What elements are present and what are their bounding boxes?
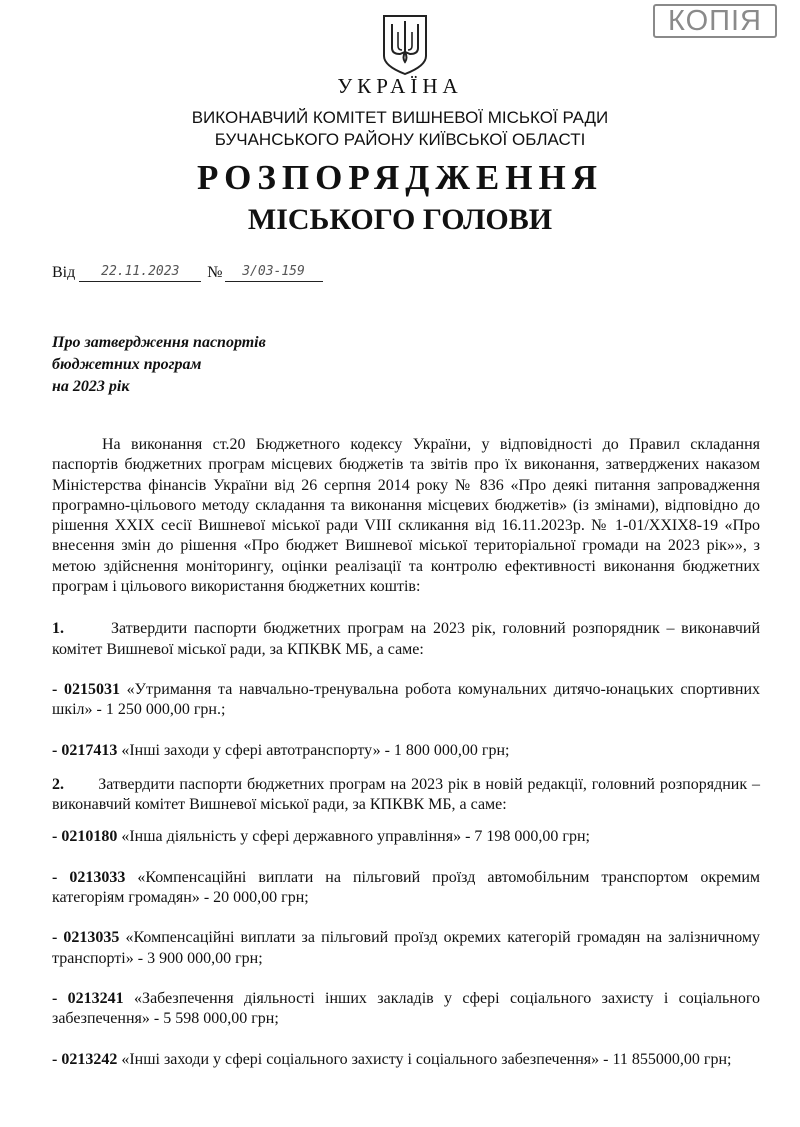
section2-number: 2.	[52, 775, 64, 793]
item-code: - 0217413	[52, 741, 118, 759]
item-text: «Компенсаційні виплати на пільговий проїзд автомобільним транспортом окремим категоріям громадян» - 20 000,00 грн;	[52, 868, 761, 907]
item-text: «Інші заходи у сфері соціального захисту і соціального забезпечення» - 11 855000,00 грн;	[121, 1050, 732, 1068]
date-label: Від	[52, 264, 76, 281]
document-body	[52, 435, 760, 1070]
item-text: «Утримання та навчально-тренувальна робота комунальних дитячо-юнацьких спортивних шкіл» - 1 250 000,00 грн.;	[52, 680, 761, 719]
subject-line2: бюджетних програм	[52, 356, 202, 373]
number-value: 3/03-159	[225, 263, 323, 282]
copy-stamp: КОПІЯ	[653, 4, 777, 38]
list-item	[52, 989, 760, 1030]
org-name-line2: БУЧАНСЬКОГО РАЙОНУ КИЇВСЬКОЇ ОБЛАСТІ	[214, 130, 586, 149]
subject-line1: Про затвердження паспортів	[52, 334, 266, 351]
item-code: - 0213242	[52, 1050, 118, 1068]
item-code: - 0213241	[52, 989, 124, 1007]
section1-paragraph	[52, 619, 760, 660]
list-item	[52, 928, 760, 969]
trident-emblem-icon	[380, 12, 430, 76]
document-subtitle: МІСЬКОГО ГОЛОВИ	[247, 203, 553, 236]
item-code: - 0215031	[52, 680, 120, 698]
item-code: - 0213035	[52, 929, 120, 947]
list-item	[52, 1050, 760, 1070]
section2-text: Затвердити паспорти бюджетних програм на 2023 рік в новій редакції, головний розпорядник – виконавчий комітет Вишневої міської ради, за КПКВК МБ, а саме:	[52, 775, 761, 814]
item-code: - 0213033	[52, 868, 126, 886]
list-item	[52, 680, 760, 721]
section1-number: 1.	[52, 620, 64, 638]
section1-text: Затвердити паспорти бюджетних програм на 2023 рік, головний розпорядник – виконавчий комітет Вишневої міської ради, за КПКВК МБ, а саме:	[52, 620, 761, 658]
item-code: - 0210180	[52, 828, 118, 846]
item-text: «Компенсаційні виплати за пільговий проїзд окремих категорій громадян на залізничному транспорті» - 3 900 000,00 грн;	[52, 929, 761, 967]
subject-block	[52, 332, 266, 398]
list-item	[52, 741, 760, 761]
country-name: УКРАЇНА	[337, 74, 463, 98]
number-label: №	[207, 264, 223, 281]
section2-paragraph	[52, 775, 760, 816]
intro-paragraph: На виконання ст.20 Бюджетного кодексу України, у відповідності до Правил складання паспортів бюджетних програм місцевих бюджетів та звітів про їх виконання, затверджених наказом Міністерства фінансів України від 26 серпня 2014 року № 836 «Про деякі питання запровадження програмно-цільового методу складання та виконання місцевих бюджетів» (із змінами), відповідно до рішення XXIX сесії Вишневої міської ради VIII скликання від 16.11.2023р. № 1-01/XXIX8-19 «Про внесення змін до рішення «Про бюджет Вишневої міської територіальної громади на 2023 рік»», з метою здійснення моніторингу, оцінки реалізації та контролю ефективності виконання бюджетних програм і цільового використання бюджетних коштів:	[52, 436, 760, 596]
document-title: РОЗПОРЯДЖЕННЯ	[197, 158, 603, 197]
item-text: «Інша діяльність у сфері державного управління» - 7 198 000,00 грн;	[121, 828, 590, 846]
date-number-line	[52, 263, 323, 282]
item-text: «Інші заходи у сфері автотранспорту» - 1 800 000,00 грн;	[121, 741, 510, 759]
list-item	[52, 827, 760, 847]
date-value: 22.11.2023	[79, 263, 201, 282]
subject-line3: на 2023 рік	[52, 378, 130, 395]
item-text: «Забезпечення діяльності інших закладів у сфері соціального захисту і соціального забезпечення» - 5 598 000,00 грн;	[52, 989, 761, 1028]
org-name-line1: ВИКОНАВЧИЙ КОМІТЕТ ВИШНЕВОЇ МІСЬКОЇ РАДИ	[191, 108, 609, 127]
list-item	[52, 868, 760, 909]
